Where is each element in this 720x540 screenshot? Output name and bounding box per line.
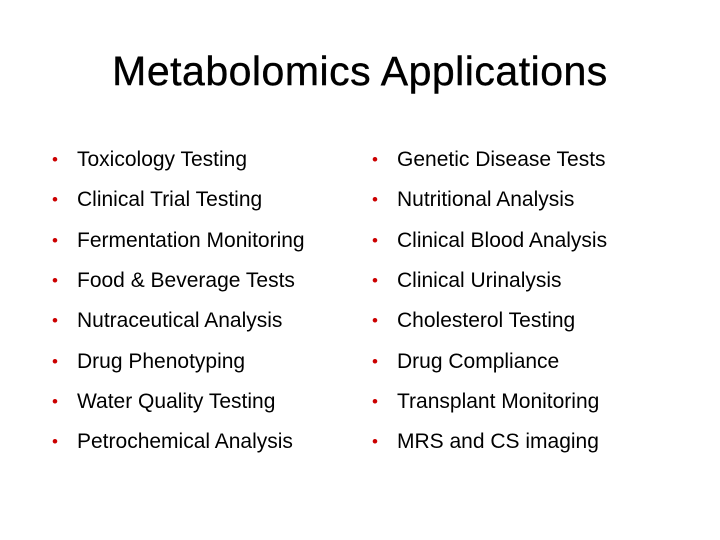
bullet-icon: • — [52, 311, 58, 331]
list-item-label: Food & Beverage Tests — [77, 269, 295, 293]
list-item — [52, 301, 305, 341]
list-item-label: Petrochemical Analysis — [77, 430, 293, 454]
bullet-icon: • — [52, 190, 58, 210]
list-item-label: Clinical Trial Testing — [77, 188, 263, 212]
bullet-icon: • — [372, 230, 378, 250]
bullet-icon: • — [52, 230, 58, 250]
list-item-label: Clinical Urinalysis — [397, 269, 562, 293]
list-item — [52, 140, 305, 180]
list-item-label: MRS and CS imaging — [397, 430, 599, 454]
list-item-label: Water Quality Testing — [77, 389, 276, 413]
bullet-icon: • — [372, 271, 378, 291]
bullet-icon: • — [52, 351, 58, 371]
list-item-label: Cholesterol Testing — [397, 309, 576, 333]
bullet-icon: • — [372, 190, 378, 210]
list-item — [372, 341, 607, 381]
list-item-label: Toxicology Testing — [77, 148, 248, 172]
list-item — [52, 382, 305, 422]
list-item — [52, 341, 305, 381]
bullet-icon: • — [372, 391, 378, 411]
bullet-icon: • — [372, 311, 378, 331]
list-item — [372, 180, 607, 220]
list-item-label: Genetic Disease Tests — [397, 148, 606, 172]
list-item — [372, 261, 607, 301]
bullet-icon: • — [52, 391, 58, 411]
slide-title: Metabolomics Applications — [112, 48, 608, 94]
list-item — [372, 382, 607, 422]
list-item-label: Drug Compliance — [397, 349, 560, 373]
list-item — [372, 301, 607, 341]
list-item-label: Transplant Monitoring — [397, 389, 600, 413]
right-bullet-list — [372, 140, 607, 462]
bullet-icon: • — [372, 150, 378, 170]
list-item-label: Nutritional Analysis — [397, 188, 575, 212]
bullet-icon: • — [52, 432, 58, 452]
list-item — [52, 422, 305, 462]
bullet-icon: • — [52, 150, 58, 170]
left-bullet-list — [52, 140, 305, 462]
bullet-icon: • — [372, 351, 378, 371]
list-item — [52, 180, 305, 220]
list-item — [52, 221, 305, 261]
list-item — [372, 221, 607, 261]
list-item-label: Fermentation Monitoring — [77, 228, 305, 252]
list-item — [372, 422, 607, 462]
list-item — [52, 261, 305, 301]
list-item-label: Clinical Blood Analysis — [397, 228, 608, 252]
list-item-label: Drug Phenotyping — [77, 349, 246, 373]
bullet-icon: • — [372, 432, 378, 452]
list-item — [372, 140, 607, 180]
list-item-label: Nutraceutical Analysis — [77, 309, 283, 333]
bullet-icon: • — [52, 271, 58, 291]
